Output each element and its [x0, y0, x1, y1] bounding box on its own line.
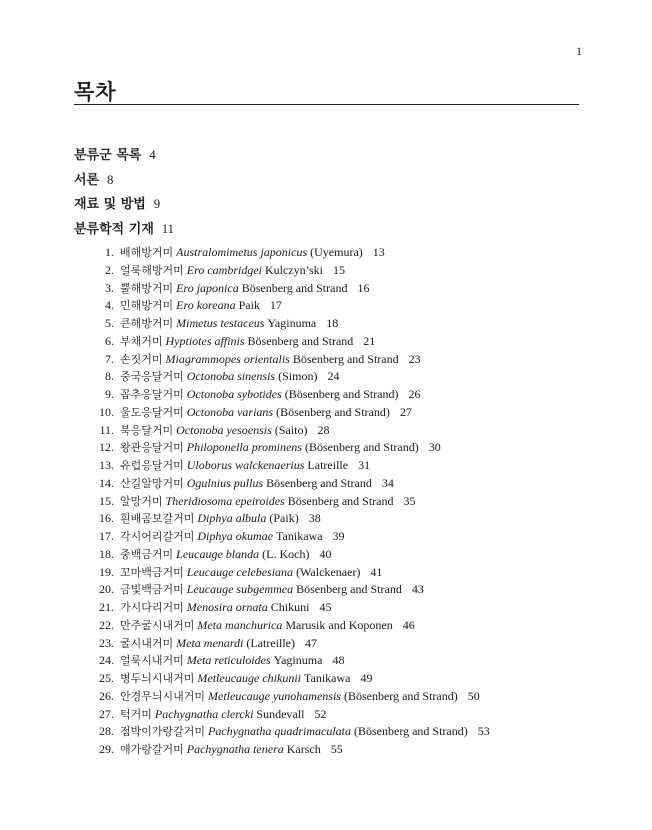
entry-scientific-name: Meta reticuloides: [186, 653, 271, 668]
entry-number: 2.: [105, 262, 114, 277]
entry-number: 24.: [99, 653, 114, 668]
entry-number: 12.: [99, 440, 114, 455]
entry-number: 15.: [99, 493, 114, 508]
toc-entry[interactable]: [86, 439, 586, 457]
entry-scientific-name: Pachygnatha quadrimaculata: [208, 724, 351, 739]
toc-entry[interactable]: [86, 262, 586, 280]
entry-scientific-name: Uloborus walckenaerius: [186, 458, 305, 472]
entry-author: (Uyemura): [310, 245, 363, 259]
toc-entry[interactable]: [86, 475, 586, 493]
entry-author: Yaginuma: [273, 653, 323, 668]
entry-author: Tanikawa: [276, 529, 323, 543]
entry-page-number: 55: [330, 742, 343, 756]
entry-page-number: 39: [332, 529, 345, 543]
entry-author: Yaginuma: [267, 316, 317, 330]
entry-korean-name: 뿔해방거미: [120, 281, 174, 295]
entry-scientific-name: Metleucauge chikunii: [197, 671, 302, 685]
entry-scientific-name: Diphya albula: [197, 511, 267, 526]
section-page-number: 4: [149, 148, 156, 162]
entry-page-number: 43: [411, 582, 424, 597]
entry-korean-name: 점박이가랑갈거미: [120, 725, 206, 739]
entry-number: 16.: [99, 511, 114, 526]
entry-page-number: 30: [428, 440, 441, 455]
section-page-number: 8: [107, 172, 114, 187]
toc-entry[interactable]: [86, 351, 586, 369]
entry-korean-name: 꼬마백금거미: [120, 565, 184, 579]
entry-page-number: 31: [358, 458, 371, 472]
entry-korean-name: 울도응달거미: [120, 405, 184, 419]
entry-scientific-name: Octonoba sinensis: [186, 369, 276, 384]
entry-author: Chikuni: [270, 600, 310, 614]
entry-author: Marusik and Koponen: [285, 617, 393, 632]
entry-scientific-name: Pachygnatha tenera: [186, 742, 284, 756]
entry-scientific-name: Mimetus testaceus: [176, 316, 265, 330]
entry-scientific-name: Metleucauge yunohamensis: [208, 688, 341, 703]
toc-entry[interactable]: [86, 333, 586, 351]
entry-number: 17.: [99, 529, 114, 543]
entry-number: 5.: [105, 316, 114, 330]
entry-author: Bösenberg and Strand: [287, 493, 394, 508]
entry-scientific-name: Leucauge blanda: [176, 546, 260, 561]
page-title: 목차: [74, 80, 117, 104]
entry-author: Kulczyn’ski: [264, 262, 323, 277]
toc-entry[interactable]: [86, 528, 586, 546]
entry-scientific-name: Leucauge subgemmea: [186, 582, 294, 597]
entry-page-number: 38: [308, 511, 321, 526]
entry-number: 4.: [105, 298, 114, 313]
entry-scientific-name: Australomimetus japonicus: [176, 245, 308, 259]
entry-page-number: 49: [360, 671, 373, 685]
entry-number: 22.: [99, 617, 114, 632]
toc-entry[interactable]: [86, 670, 586, 688]
entry-page-number: 45: [319, 600, 332, 614]
entry-author: (Walckenaer): [296, 564, 361, 579]
entry-page-number: 18: [326, 316, 339, 330]
entry-scientific-name: Menosira ornata: [186, 600, 268, 614]
toc-section[interactable]: [74, 191, 174, 216]
entry-page-number: 21: [363, 333, 376, 348]
entry-korean-name: 얼룩해방거미: [120, 263, 184, 277]
entry-number: 8.: [105, 369, 114, 384]
entry-number: 11.: [99, 422, 114, 437]
entry-korean-name: 애가랑갈거미: [120, 743, 184, 756]
toc-entry[interactable]: [86, 457, 586, 475]
entry-number: 20.: [99, 582, 114, 597]
entry-page-number: 46: [402, 617, 415, 632]
toc-entry[interactable]: [86, 741, 586, 759]
entry-korean-name: 굴시내거미: [120, 636, 174, 650]
entry-korean-name: 중국응달거미: [120, 370, 184, 384]
toc-entry[interactable]: [86, 564, 586, 582]
entry-author: (Bösenberg and Strand): [304, 440, 419, 455]
entry-korean-name: 부채거미: [120, 334, 163, 348]
entry-scientific-name: Miagrammopes orientalis: [165, 351, 290, 366]
entry-author: (Latreille): [246, 635, 295, 650]
entry-number: 13.: [99, 458, 114, 472]
entry-number: 19.: [99, 564, 114, 579]
entry-author: (Bösenberg and Strand): [343, 688, 458, 703]
entry-page-number: 47: [305, 635, 317, 650]
entry-page-number: 48: [332, 653, 345, 668]
entry-author: Bösenberg and Strand: [292, 351, 399, 366]
entry-page-number: 53: [477, 724, 490, 739]
toc-entry[interactable]: [86, 706, 586, 724]
entry-author: Bösenberg and Strand: [266, 475, 372, 490]
toc-entry[interactable]: [86, 652, 586, 670]
entry-page-number: 35: [403, 493, 416, 508]
entry-korean-name: 산길알망거미: [120, 476, 184, 490]
entry-korean-name: 왕관응달거미: [120, 441, 184, 455]
toc-section[interactable]: [74, 167, 174, 192]
entry-scientific-name: Hyptiotes affinis: [165, 333, 245, 348]
title-divider: [74, 104, 579, 105]
entry-number: 27.: [99, 706, 114, 721]
entry-korean-name: 북응달거미: [120, 423, 174, 437]
toc-entry[interactable]: [86, 297, 586, 315]
toc-sections: [74, 142, 174, 240]
entry-korean-name: 안경무늬시내거미: [120, 689, 206, 703]
entry-korean-name: 큰해방거미: [120, 317, 174, 330]
entry-korean-name: 턱거미: [120, 707, 152, 721]
toc-entry[interactable]: [86, 315, 586, 333]
entry-page-number: 50: [467, 688, 480, 703]
entry-page-number: 26: [408, 387, 421, 401]
entry-scientific-name: Meta manchurica: [197, 617, 283, 632]
entry-korean-name: 얼룩시내거미: [120, 654, 184, 668]
toc-entry[interactable]: [86, 404, 586, 422]
entry-page-number: 13: [372, 245, 385, 259]
entry-author: (Bösenberg and Strand): [284, 387, 399, 401]
entry-page-number: 24: [327, 369, 340, 384]
section-page-number: 9: [153, 197, 161, 211]
entry-scientific-name: Leucauge celebesiana: [186, 564, 294, 579]
entry-page-number: 27: [399, 404, 412, 419]
entry-korean-name: 배해방거미: [120, 246, 174, 259]
entry-number: 18.: [99, 546, 114, 561]
section-title: 재료 및 방법: [74, 197, 146, 212]
entry-scientific-name: Meta menardi: [176, 635, 244, 650]
toc-entry[interactable]: [86, 386, 586, 404]
entry-scientific-name: Ogulnius pullus: [186, 475, 264, 490]
toc-entry[interactable]: [86, 546, 586, 564]
entry-korean-name: 흰배곰보갈거미: [120, 512, 195, 526]
entry-number: 7.: [105, 351, 114, 366]
entry-korean-name: 병두늬시내거미: [120, 672, 195, 685]
entry-author: (Simon): [278, 369, 318, 384]
entry-number: 23.: [99, 635, 114, 650]
section-title: 분류군 목록: [74, 148, 142, 163]
entry-author: Paik: [238, 298, 260, 313]
entry-scientific-name: Ero cambridgei: [186, 262, 262, 277]
toc-section[interactable]: [74, 216, 174, 241]
entry-korean-name: 중백금거미: [120, 547, 174, 561]
entry-author: Karsch: [286, 742, 321, 756]
entry-page-number: 40: [319, 546, 332, 561]
entry-page-number: 17: [269, 298, 282, 313]
toc-entry[interactable]: [86, 723, 586, 741]
toc-entry-list: [86, 244, 586, 759]
entry-number: 14.: [99, 475, 114, 490]
entry-number: 6.: [105, 333, 114, 348]
section-page-number: 11: [161, 221, 174, 236]
entry-author: Bösenberg and Strand: [247, 333, 354, 348]
entry-number: 29.: [99, 742, 114, 756]
entry-author: Tanikawa: [304, 671, 351, 685]
toc-entry[interactable]: [86, 368, 586, 386]
entry-page-number: 15: [332, 262, 345, 277]
entry-page-number: 16: [357, 280, 370, 295]
entry-number: 10.: [99, 404, 114, 419]
toc-entry[interactable]: [86, 493, 586, 511]
entry-author: (Bösenberg and Strand): [354, 724, 468, 739]
toc-section[interactable]: [74, 142, 174, 167]
entry-korean-name: 손짓거미: [120, 352, 163, 366]
section-title: 서론: [74, 172, 100, 188]
entry-number: 26.: [99, 688, 114, 703]
entry-korean-name: 각시어리갈거미: [120, 530, 195, 543]
toc-entry[interactable]: [86, 635, 586, 653]
entry-number: 21.: [99, 600, 114, 614]
entry-number: 1.: [105, 245, 114, 259]
entry-author: (L. Koch): [262, 546, 310, 561]
entry-number: 9.: [105, 387, 114, 401]
entry-scientific-name: Octonoba sybotides: [186, 387, 282, 401]
entry-page-number: 41: [370, 564, 383, 579]
toc-entry[interactable]: [86, 422, 586, 440]
entry-scientific-name: Octonoba yesoensis: [176, 422, 272, 437]
toc-entry[interactable]: [86, 688, 586, 706]
page-number: 1: [576, 44, 582, 58]
entry-scientific-name: Pachygnatha clercki: [154, 706, 254, 721]
toc-entry[interactable]: [86, 581, 586, 599]
entry-scientific-name: Ero koreana: [176, 298, 236, 313]
entry-korean-name: 금빛백금거미: [120, 583, 184, 597]
entry-author: Sundevall: [256, 706, 305, 721]
entry-page-number: 23: [408, 351, 421, 366]
entry-author: (Saito): [274, 422, 308, 437]
section-title: 분류학적 기재: [74, 221, 154, 237]
entry-author: Bösenberg and Strand: [241, 280, 348, 295]
toc-entry[interactable]: [86, 617, 586, 635]
entry-author: Latreille: [307, 458, 349, 472]
entry-page-number: 28: [317, 422, 330, 437]
entry-scientific-name: Philoponella prominens: [186, 440, 302, 455]
entry-page-number: 52: [314, 706, 327, 721]
entry-author: Bösenberg and Strand: [296, 582, 402, 597]
entry-korean-name: 만주굴시내거미: [120, 618, 195, 632]
entry-scientific-name: Octonoba varians: [186, 404, 274, 419]
entry-korean-name: 민해방거미: [120, 299, 174, 313]
entry-number: 25.: [99, 671, 114, 685]
entry-korean-name: 알망거미: [120, 494, 163, 508]
entry-number: 3.: [105, 280, 114, 295]
entry-scientific-name: Ero japonica: [176, 280, 239, 295]
entry-korean-name: 유럽응달거미: [120, 459, 184, 472]
toc-entry[interactable]: [86, 280, 586, 298]
entry-author: (Bösenberg and Strand): [276, 404, 390, 419]
entry-scientific-name: Theridiosoma epeiroides: [165, 493, 285, 508]
entry-scientific-name: Diphya okumae: [197, 529, 274, 543]
toc-entry[interactable]: [86, 510, 586, 528]
toc-entry[interactable]: [86, 244, 586, 262]
entry-page-number: 34: [381, 475, 394, 490]
entry-korean-name: 가시다리거미: [120, 601, 184, 614]
entry-author: (Paik): [269, 511, 299, 526]
entry-korean-name: 꼽추응달거미: [120, 388, 184, 401]
toc-entry[interactable]: [86, 599, 586, 617]
entry-number: 28.: [99, 724, 114, 739]
